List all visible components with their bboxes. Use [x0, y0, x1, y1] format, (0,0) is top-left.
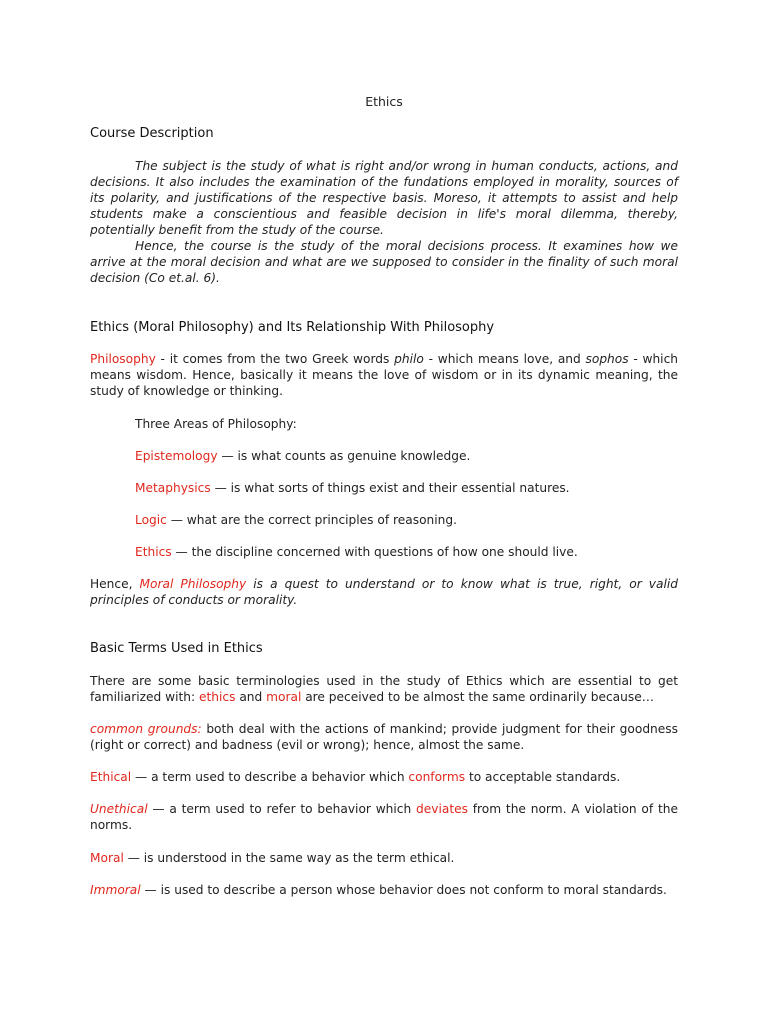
unethical-definition	[90, 801, 678, 833]
area-definition: — is what sorts of things exist and their essential natures.	[210, 481, 570, 495]
terms-intro	[90, 673, 678, 705]
common-grounds-paragraph	[90, 721, 678, 753]
intro-and: and	[235, 690, 267, 704]
area-epistemology	[135, 448, 678, 464]
area-term: Logic	[135, 513, 167, 527]
common-grounds-term: common grounds:	[90, 722, 202, 736]
basic-terms-heading: Basic Terms Used in Ethics	[90, 641, 263, 656]
moral-philosophy-paragraph	[90, 576, 678, 608]
philosophy-text-a: - it comes from the two Greek words	[155, 352, 395, 366]
unethical-text-a: — a term used to refer to behavior which	[147, 802, 417, 816]
common-grounds-text: both deal with the actions of mankind; provide judgment for their goodness (right or correct) and badness (evil or wrong); hence, almost the same.	[90, 722, 678, 752]
area-definition: — is what counts as genuine knowledge.	[217, 449, 471, 463]
course-paragraph-1: The subject is the study of what is right and/or wrong in human conducts, actions, and decisions. It also includes the examination of the fundations employed in morality, sources of its polarity, and justifications of the respective basis. Moreso, it attempts to assist and help students make a conscientious and feasible decision in life's moral dilemma, thereby, potentially benefit from the study of the course.	[90, 159, 678, 237]
intro-moral-term: moral	[266, 690, 302, 704]
area-definition: — what are the correct principles of reasoning.	[166, 513, 457, 527]
philo-word: philo	[394, 352, 424, 366]
intro-text-a: There are some basic terminologies used in the study of Ethics which are essential to get familiarized with:	[90, 674, 678, 704]
area-term: Epistemology	[135, 449, 218, 463]
ethical-term: Ethical	[90, 770, 132, 784]
intro-ethics-term: ethics	[199, 690, 236, 704]
philosophy-definition	[90, 351, 678, 399]
immoral-text: — is used to describe a person whose behavior does not conform to moral standards.	[140, 883, 667, 897]
unethical-text-b: from the norm. A violation of the norms.	[90, 802, 678, 832]
course-paragraph-2: Hence, the course is the study of the moral decisions process. It examines how we arrive at the moral decision and what are we supposed to consider in the finality of such moral decision (Co et.al. 6).	[90, 239, 678, 285]
area-term: Metaphysics	[135, 481, 211, 495]
conforms-keyword: conforms	[408, 770, 466, 784]
area-logic	[135, 512, 678, 528]
immoral-term: Immoral	[90, 883, 141, 897]
moral-term: Moral	[90, 851, 124, 865]
philosophy-text-c: - which means wisdom. Hence, basically it means the love of wisdom or in its dynamic meaning, the study of knowledge or thinking.	[90, 352, 678, 398]
hence-text-b: is a quest to understand or to know what is true, right, or valid principles of conducts or morality.	[90, 577, 678, 607]
philosophy-text-b: - which means love, and	[423, 352, 586, 366]
ethical-text-a: — a term used to describe a behavior which	[131, 770, 409, 784]
area-ethics	[135, 544, 678, 560]
ethical-text-b: to acceptable standards.	[465, 770, 621, 784]
moral-philosophy-term: Moral Philosophy	[139, 577, 247, 591]
relationship-heading: Ethics (Moral Philosophy) and Its Relationship With Philosophy	[90, 320, 495, 335]
unethical-term: Unethical	[90, 802, 148, 816]
ethical-definition	[90, 769, 678, 785]
moral-text: — is understood in the same way as the term ethical.	[123, 851, 455, 865]
intro-text-b: are peceived to be almost the same ordinarily because…	[301, 690, 654, 704]
course-description-heading: Course Description	[90, 126, 214, 141]
moral-definition	[90, 850, 678, 866]
hence-text-a: Hence,	[90, 577, 140, 591]
sophos-word: sophos	[585, 352, 629, 366]
area-definition: — the discipline concerned with questions of how one should live.	[171, 545, 578, 559]
document-title: Ethics	[365, 94, 403, 109]
area-metaphysics	[135, 480, 678, 496]
philosophy-term: Philosophy	[90, 352, 156, 366]
immoral-definition	[90, 882, 678, 898]
deviates-keyword: deviates	[416, 802, 468, 816]
areas-label: Three Areas of Philosophy:	[135, 417, 297, 431]
area-term: Ethics	[135, 545, 172, 559]
